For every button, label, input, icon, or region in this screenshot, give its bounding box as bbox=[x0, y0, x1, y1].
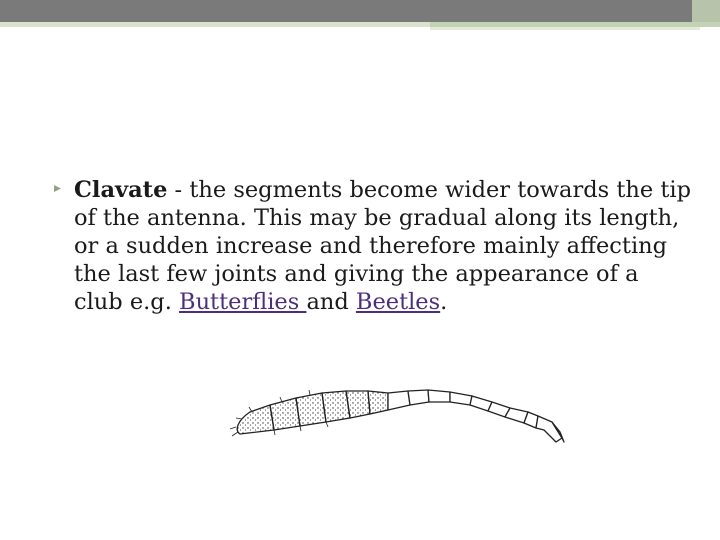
bullet-end-punctuation: . bbox=[440, 289, 448, 315]
bullet-marker-icon bbox=[54, 185, 61, 192]
clavate-antenna-icon bbox=[222, 372, 582, 458]
bullet-item bbox=[44, 176, 694, 316]
butterflies-link[interactable]: Butterflies bbox=[179, 289, 307, 315]
decorative-top-band bbox=[0, 0, 720, 30]
bullet-description: - the segments become wider towards the tip of the antenna. This may be gradual along its length, or a sudden increase and therefore mainly affecting the last few joints and giving the appearance of a club e.g. bbox=[74, 177, 691, 315]
beetles-link[interactable]: Beetles bbox=[355, 289, 441, 315]
bullet-text bbox=[74, 176, 694, 316]
bullet-term: Clavate bbox=[74, 177, 168, 203]
bullet-connector-text: and bbox=[306, 289, 356, 315]
